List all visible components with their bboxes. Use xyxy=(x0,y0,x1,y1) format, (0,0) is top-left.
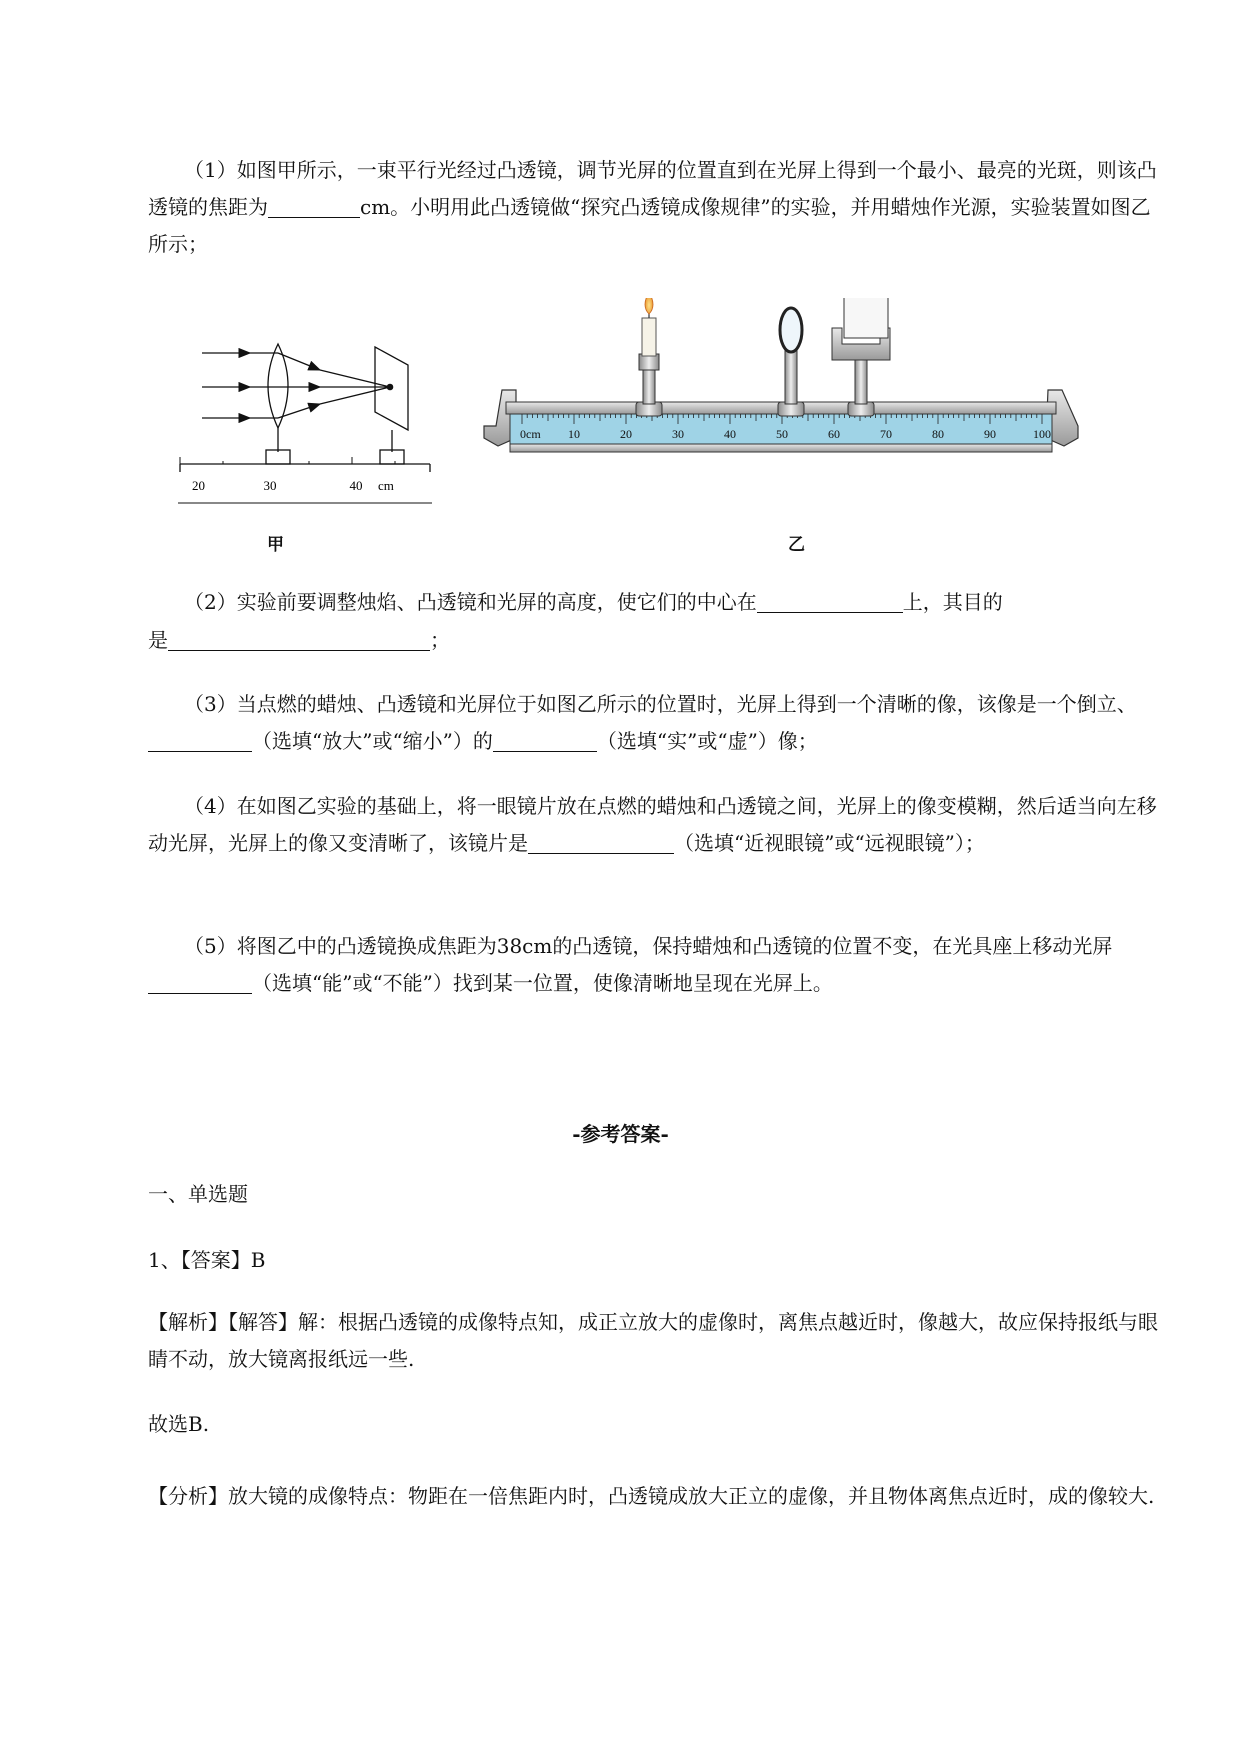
candle-holder xyxy=(636,298,662,416)
analysis-text: 【解析】【解答】解：根据凸透镜的成像特点知，成正立放大的虚像时，离焦点越近时，像越大，故应保持报纸与眼睛不动，放大镜离报纸远一些. xyxy=(148,1310,1158,1371)
q3-blank-2 xyxy=(493,729,597,752)
q5-text-a: （5）将图乙中的凸透镜换成焦距为38cm的凸透镜，保持蜡烛和凸透镜的位置不变，在光具座上移动光屏 xyxy=(184,934,1113,958)
q3-blank-1 xyxy=(148,729,252,752)
answer-1: 1、【答案】B xyxy=(148,1248,266,1272)
screen-holder xyxy=(832,298,890,416)
q5-blank xyxy=(148,971,252,994)
lens-holder xyxy=(778,308,804,416)
yi-scale-label: 70 xyxy=(880,427,892,441)
q2-text-c: 是 xyxy=(148,628,168,652)
yi-scale-label: 20 xyxy=(620,427,632,441)
caption-yi: 乙 xyxy=(788,535,805,555)
yi-scale-label: 90 xyxy=(984,427,996,441)
yi-scale-label: 40 xyxy=(724,427,736,441)
q2-blank-2 xyxy=(168,628,430,651)
fenxi-text: 【分析】放大镜的成像特点：物距在一倍焦距内时，凸透镜成放大正立的虚像，并且物体离焦点近时，成的像较大. xyxy=(148,1484,1155,1508)
q2-text-d: ； xyxy=(430,628,450,652)
yi-scale-label: 0cm xyxy=(520,427,541,441)
q4-text-b: （选填“近视眼镜”或“远视眼镜”）； xyxy=(674,831,985,855)
q1-text-b: cm。小明用此凸透镜做“探究凸透镜成像规律”的实验，并用蜡烛作光源，实验装置如图乙所示； xyxy=(148,195,1151,256)
q3-text-b: （选填“放大”或“缩小”）的 xyxy=(252,729,493,753)
yi-scale-label: 30 xyxy=(672,427,684,441)
q3-text-a: （3）当点燃的蜡烛、凸透镜和光屏位于如图乙所示的位置时，光屏上得到一个清晰的像，该像是一个倒立、 xyxy=(184,692,1137,716)
figure-jia xyxy=(170,330,440,520)
caption-jia: 甲 xyxy=(267,535,284,555)
question-2-line-2 xyxy=(148,622,1168,659)
q1-text-a: （1）如图甲所示，一束平行光经过凸透镜，调节光屏的位置直到在光屏上得到一个最小、最亮的光斑，则该凸透镜的焦距为 xyxy=(148,158,1157,219)
question-2 xyxy=(148,584,1168,621)
question-5 xyxy=(148,928,1168,1002)
jia-tick-30: 30 xyxy=(263,478,277,493)
q2-text-b: 上，其目的 xyxy=(902,590,1003,614)
section-heading: 一、单选题 xyxy=(148,1182,248,1206)
jia-unit: cm xyxy=(378,478,394,493)
yi-scale-label: 60 xyxy=(828,427,840,441)
figure-yi xyxy=(480,298,1100,498)
yi-scale-label: 80 xyxy=(932,427,944,441)
question-4 xyxy=(148,788,1168,862)
answers-title: -参考答案- xyxy=(572,1122,669,1146)
question-1 xyxy=(148,152,1168,263)
jia-tick-20: 20 xyxy=(192,478,205,493)
q2-text-a: （2）实验前要调整烛焰、凸透镜和光屏的高度，使它们的中心在 xyxy=(184,590,757,614)
jia-tick-40: 40 xyxy=(349,478,363,493)
yi-scale-label: 100 xyxy=(1033,427,1051,441)
q4-text-a: （4）在如图乙实验的基础上，将一眼镜片放在点燃的蜡烛和凸透镜之间，光屏上的像变模糊，然后适当向左移动光屏，光屏上的像又变清晰了，该镜片是 xyxy=(148,794,1157,855)
q2-blank-1 xyxy=(757,590,903,613)
q1-blank xyxy=(268,195,360,218)
q5-text-b: （选填“能”或“不能”）找到某一位置，使像清晰地呈现在光屏上。 xyxy=(252,971,833,995)
conclusion-text: 故选B. xyxy=(148,1412,210,1436)
q4-blank xyxy=(528,831,674,854)
yi-scale-label: 50 xyxy=(776,427,788,441)
q3-text-c: （选填“实”或“虚”）像； xyxy=(596,729,818,753)
yi-scale-label: 10 xyxy=(568,427,580,441)
question-3 xyxy=(148,686,1168,760)
